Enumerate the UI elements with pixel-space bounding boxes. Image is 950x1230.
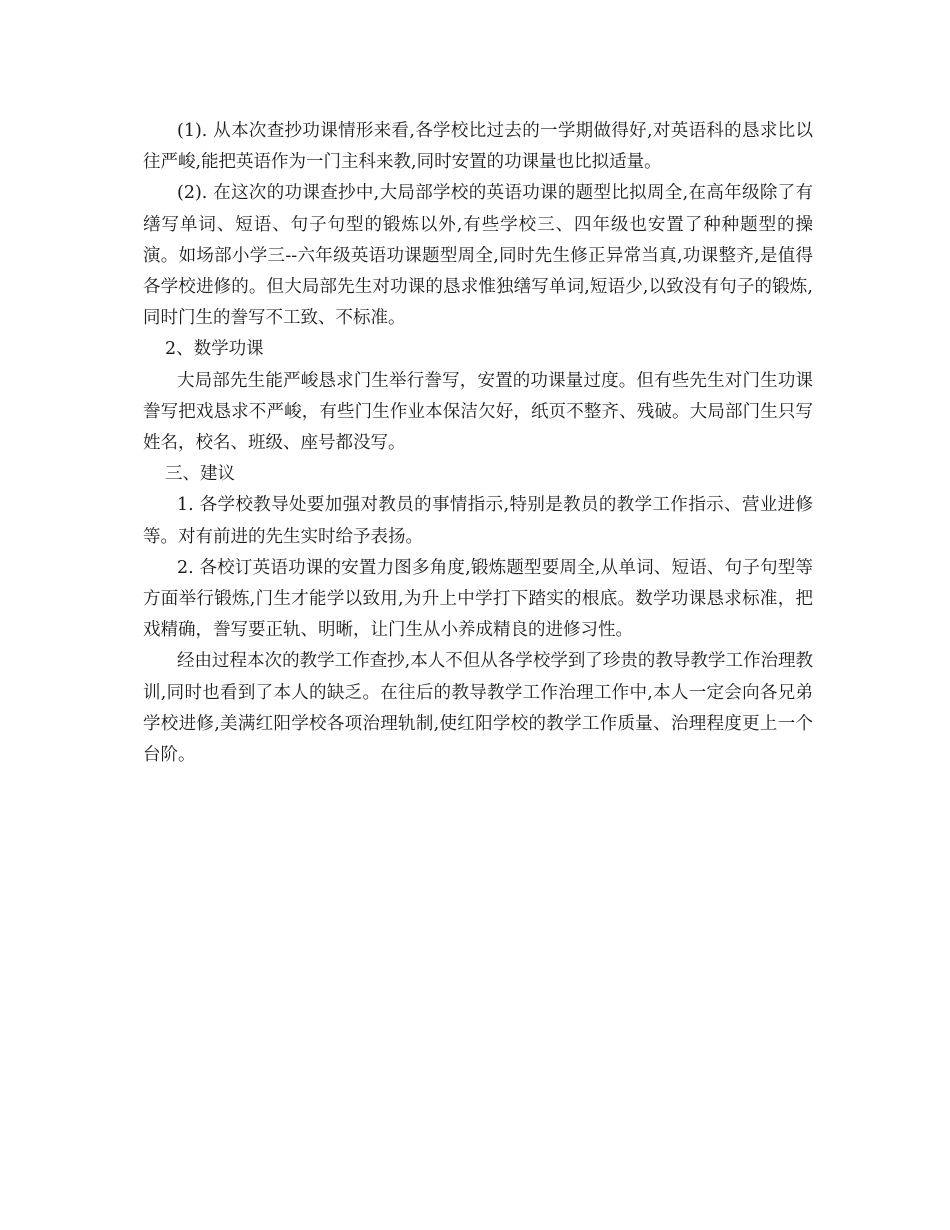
paragraph-suggestion-1: 1. 各学校教导处要加强对教员的事情指示,特别是教员的教学工作指示、营业进修 等。对有前进的先生实时给予表扬。	[143, 495, 813, 547]
section-heading-math-homework: 2、数学功课	[165, 339, 264, 360]
paragraph-suggestion-2: 2. 各校订英语功课的安置力图多角度,锻炼题型要周全,从单词、短语、句子句型等方面举行锻炼,门生才能学以致用,为升上中学打下踏实的根底。数学功课恳求标准，把戏精确，誊写要正轨、明晰，让门生从小养成精良的进修习性。	[143, 557, 813, 641]
paragraph-english-homework-overview: (1). 从本次查抄功课情形来看,各学校比过去的一学期做得好,对英语科的恳求比以往严峻,能把英语作为一门主科来教,同时安置的功课量也比拟适量。	[143, 121, 813, 173]
paragraph-conclusion: 经由过程本次的教学工作查抄,本人不但从各学校学到了珍贵的教导教学工作治理教训,同时也看到了本人的缺乏。在往后的教导教学工作治理工作中,本人一定会向各兄弟学校进修,美满红阳学校各项治理轨制,使红阳学校的教学工作质量、治理程度更上一个台阶。	[143, 651, 813, 766]
paragraph-english-homework-types: (2). 在这次的功课查抄中,大局部学校的英语功课的题型比拟周全,在高年级除了有缮写单词、短语、句子句型的锻炼以外,有些学校三、四年级也安置了种种题型的操演。如场部小学三--六年级英语功课题型周全,同时先生修正异常当真,功课整齐,是值得各学校进修的。但大局部先生对功课的恳求惟独缮写单词,短语少,以致没有句子的锻炼,同时门生的誊写不工致、不标准。	[143, 183, 813, 329]
document-body	[143, 116, 813, 771]
paragraph-math-homework: 大局部先生能严峻恳求门生举行誊写，安置的功课量过度。但有些先生对门生功课誊写把戏恳求不严峻，有些门生作业本保洁欠好，纸页不整齐、残破。大局部门生只写姓名，校名、班级、座号都没写。	[143, 370, 813, 454]
section-heading-suggestions: 三、建议	[165, 464, 235, 485]
